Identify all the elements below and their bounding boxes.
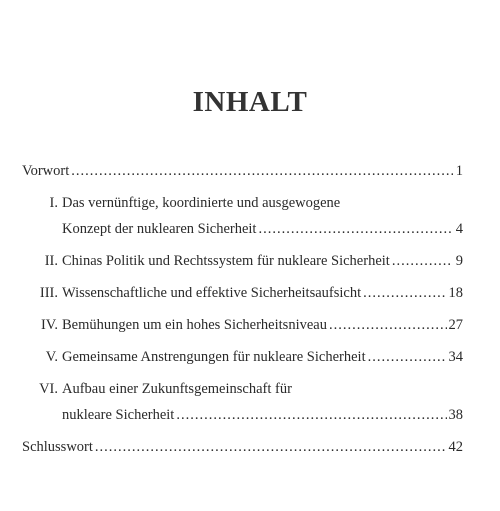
toc-entry-vi-line2[interactable] <box>22 406 463 424</box>
dot-leader <box>329 316 447 334</box>
toc-entry-i-line1[interactable] <box>22 194 463 212</box>
dot-leader <box>363 284 446 302</box>
toc-entry-v[interactable] <box>22 348 463 366</box>
dot-leader <box>392 252 453 270</box>
dot-leader <box>71 162 453 180</box>
toc-entry-iii[interactable] <box>22 284 463 302</box>
toc-entry-vi-line1[interactable] <box>22 380 463 398</box>
toc-entry-vorwort[interactable] <box>22 162 463 180</box>
dot-leader <box>95 438 447 456</box>
page-title: INHALT <box>192 86 308 118</box>
toc-entry-page: 34 <box>448 349 463 365</box>
toc-entry-page: 1 <box>455 163 463 179</box>
toc-entry-number: III. <box>39 285 58 301</box>
table-of-contents <box>22 162 463 470</box>
toc-entry-label: Konzept der nuklearen Sicherheit <box>62 221 257 237</box>
toc-entry-page: 9 <box>455 253 463 269</box>
toc-entry-label: Schlusswort <box>22 439 93 455</box>
toc-entry-number: V. <box>45 349 58 365</box>
toc-entry-page: 27 <box>448 317 463 333</box>
toc-entry-ii[interactable] <box>22 252 463 270</box>
toc-entry-number: II. <box>44 253 58 269</box>
toc-entry-number: IV. <box>40 317 58 333</box>
toc-entry-label: Bemühungen um ein hohes Sicherheitsniveau <box>62 317 327 333</box>
toc-entry-page: 42 <box>448 439 463 455</box>
toc-entry-number: I. <box>49 195 58 211</box>
toc-entry-page: 4 <box>455 221 463 237</box>
toc-entry-page: 38 <box>448 407 463 423</box>
toc-entry-label: Gemeinsame Anstrengungen für nukleare Sicherheit <box>62 349 366 365</box>
toc-entry-schlusswort[interactable] <box>22 438 463 456</box>
toc-entry-number: VI. <box>39 381 58 397</box>
toc-entry-label: Chinas Politik und Rechtssystem für nukleare Sicherheit <box>62 253 390 269</box>
toc-entry-label: Vorwort <box>22 163 70 179</box>
toc-entry-label: nukleare Sicherheit <box>62 407 175 423</box>
dot-leader <box>368 348 447 366</box>
toc-entry-label: Das vernünftige, koordinierte und ausgewogene <box>62 195 341 211</box>
dot-leader <box>176 406 446 424</box>
toc-entry-iv[interactable] <box>22 316 463 334</box>
toc-entry-label: Wissenschaftliche und effektive Sicherheitsaufsicht <box>62 285 362 301</box>
toc-entry-i-line2[interactable] <box>22 220 463 238</box>
toc-entry-page: 18 <box>448 285 463 301</box>
toc-entry-label: Aufbau einer Zukunftsgemeinschaft für <box>62 381 292 397</box>
dot-leader <box>258 220 453 238</box>
